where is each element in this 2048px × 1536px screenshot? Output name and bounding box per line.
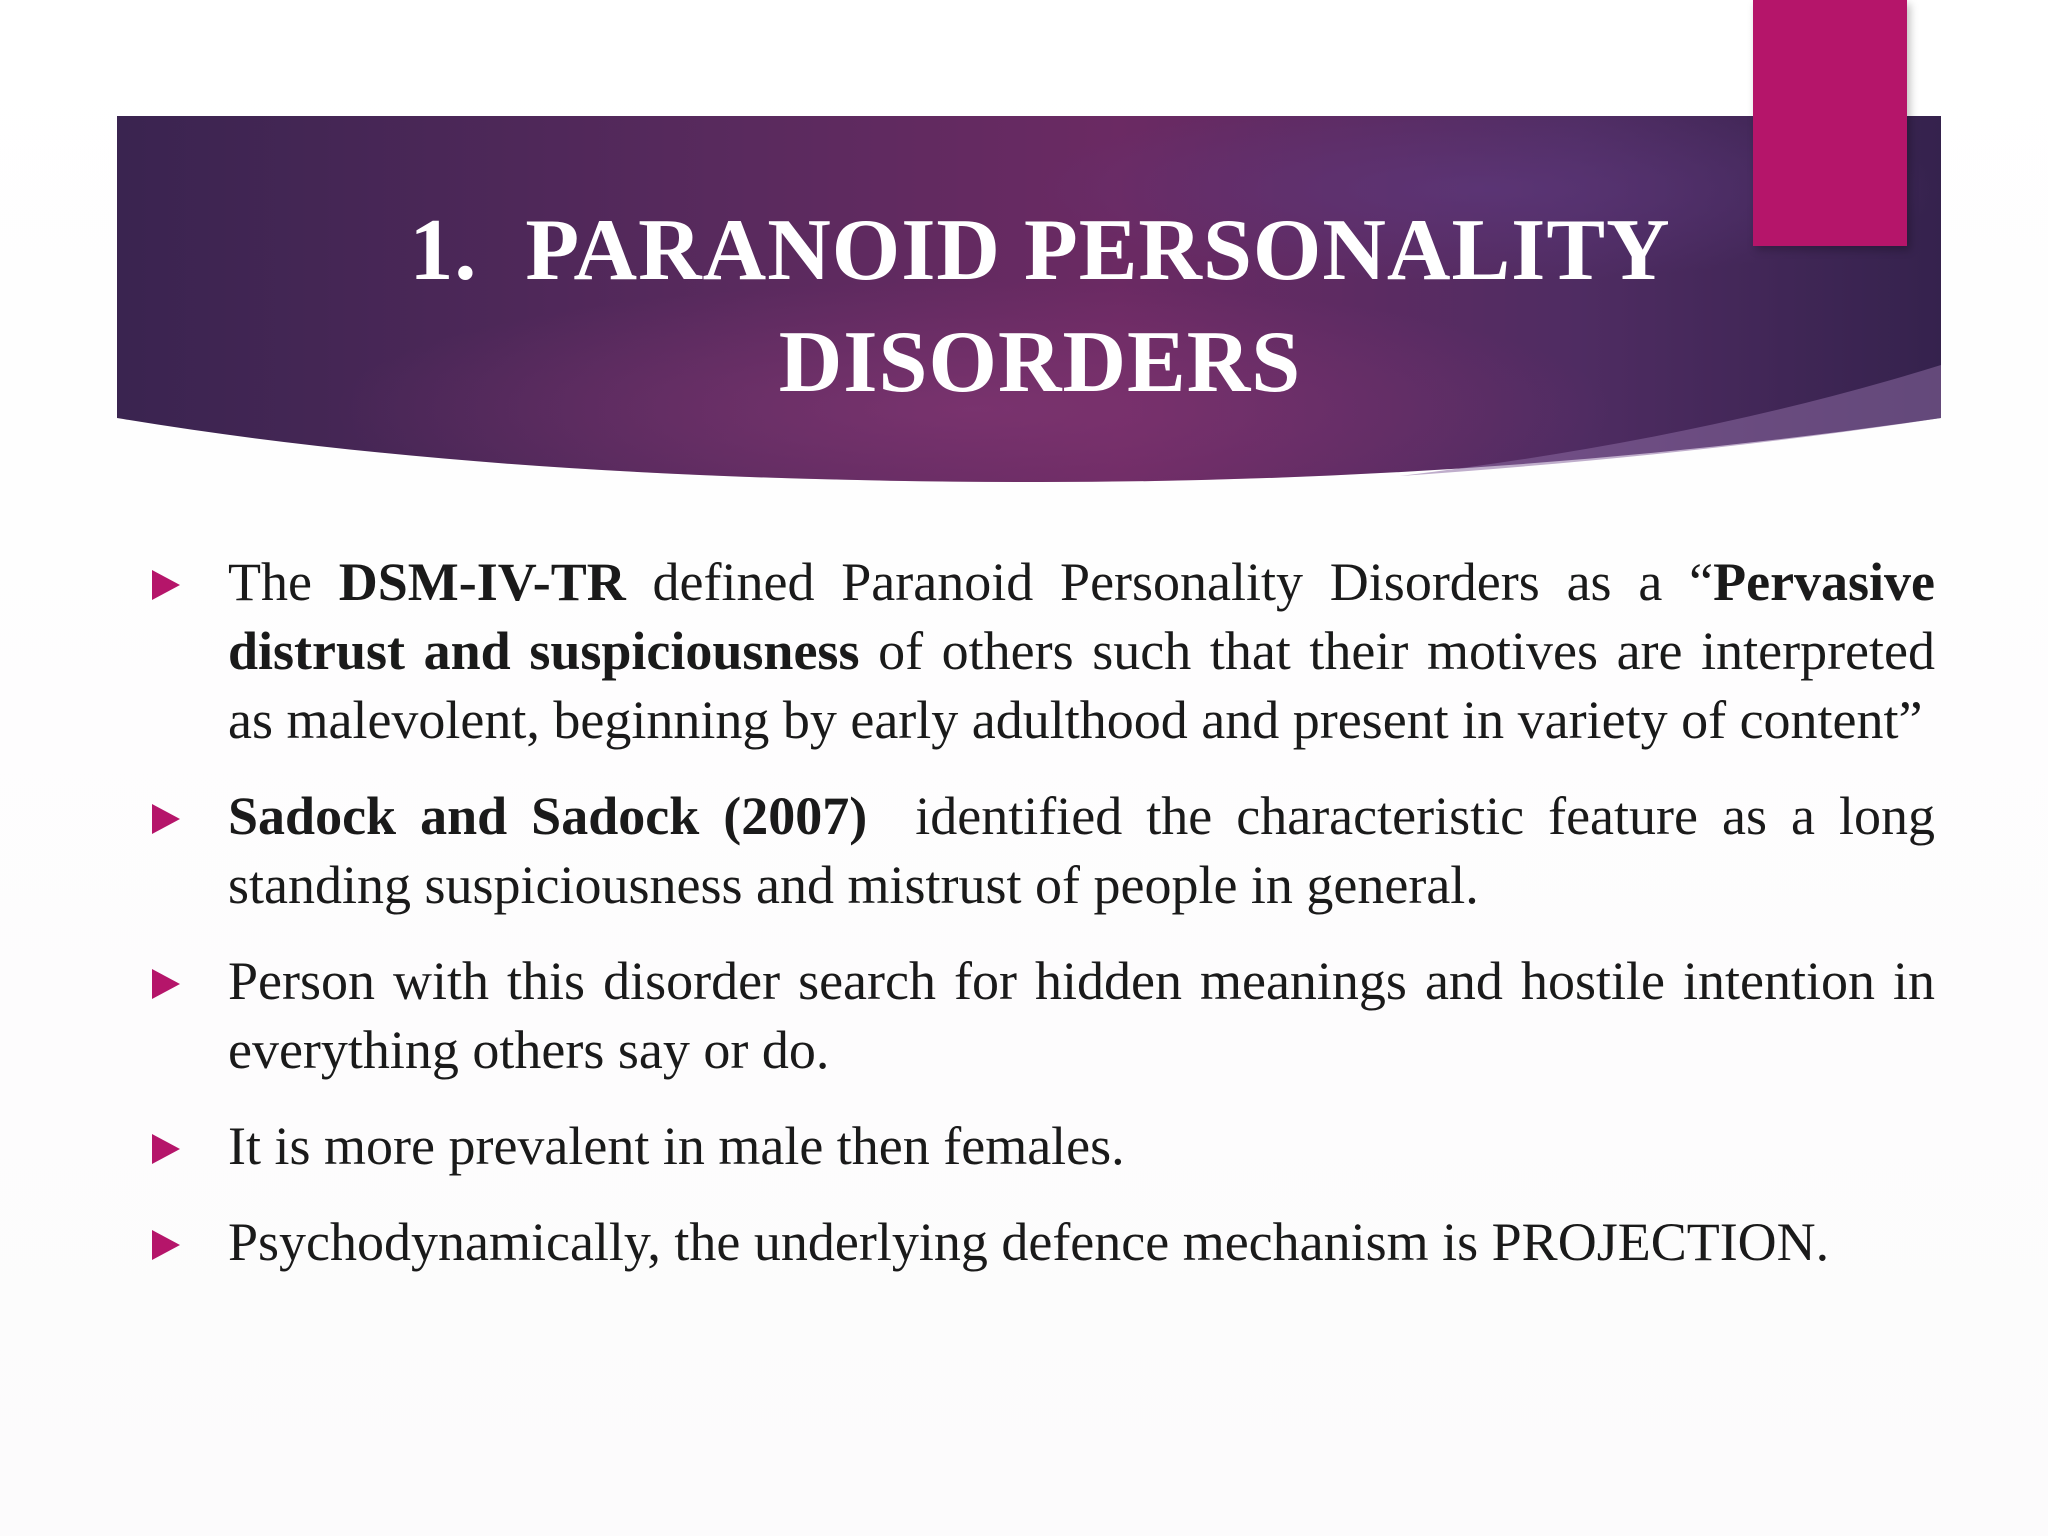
bullet-item <box>140 1112 1935 1181</box>
triangle-bullet-icon <box>152 1230 180 1260</box>
bullet-item <box>140 947 1935 1085</box>
bullet-bold-text: Sadock and Sadock (2007) <box>228 786 868 846</box>
bullet-item <box>140 548 1935 755</box>
bullet-text: The <box>228 552 339 612</box>
triangle-bullet-icon <box>152 570 180 600</box>
bullet-item <box>140 782 1935 920</box>
title-line-1: PARANOID PERSONALITY <box>525 202 1671 299</box>
bullet-list <box>140 548 1935 1304</box>
bullet-bold-text: Pervasive distrust and suspiciousness <box>228 552 1936 681</box>
title-number: 1. <box>409 202 478 299</box>
slide-title <box>200 195 1880 419</box>
bullet-item <box>140 1208 1935 1277</box>
bullet-text: of others such that their motives are interpreted as malevolent, beginning by early adulthood and present in variety of content” <box>228 621 1935 750</box>
triangle-bullet-icon <box>152 804 180 834</box>
bullet-bold-text: DSM-IV-TR <box>338 552 626 612</box>
bullet-text: It is more prevalent in male then females. <box>228 1116 1125 1176</box>
bullet-text: identified the characteristic feature as a long standing suspiciousness and mistrust of people in general. <box>228 786 1935 915</box>
bullet-text: defined Paranoid Personality Disorders as a “ <box>625 552 1714 612</box>
bullet-text: Person with this disorder search for hidden meanings and hostile intention in everything others say or do. <box>228 951 1935 1080</box>
triangle-bullet-icon <box>152 1134 180 1164</box>
title-line-2: DISORDERS <box>778 314 1302 411</box>
triangle-bullet-icon <box>152 969 180 999</box>
bullet-text: Psychodynamically, the underlying defence mechanism is PROJECTION. <box>228 1212 1830 1272</box>
